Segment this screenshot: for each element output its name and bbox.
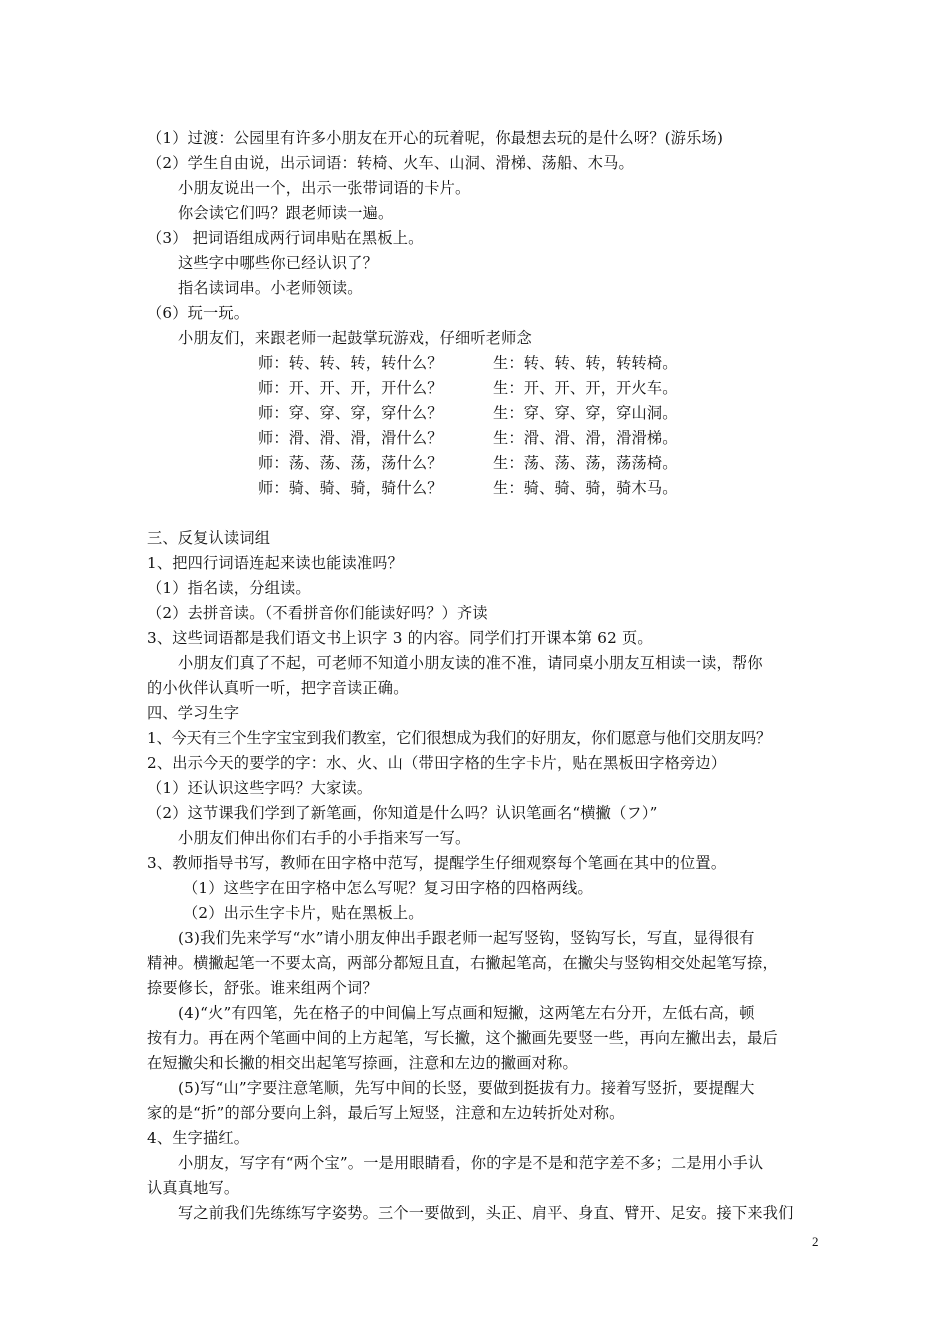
page-number: 2 [812,1234,819,1249]
teacher-line: 师：荡、荡、荡，荡什么？ [258,454,443,472]
paragraph-line: （2）这节课我们学到了新笔画，你知道是什么吗？认识笔画名“横撇（フ）” [147,804,658,822]
paragraph-line: 小朋友说出一个，出示一张带词语的卡片。 [178,179,471,197]
paragraph-line: 小朋友们伸出你们右手的小手指来写一写。 [178,829,471,847]
paragraph-line: （1）还认识这些字吗？大家读。 [147,779,373,797]
paragraph-line: 3、教师指导书写，教师在田字格中范写，提醒学生仔细观察每个笔画在其中的位置。 [147,854,727,872]
paragraph-line: 写之前我们先练练写字姿势。三个一要做到，头正、肩平、身直、臂开、足安。接下来我们 [178,1204,794,1222]
teacher-line: 师：转、转、转，转什么？ [258,354,443,372]
paragraph-line: 4、生字描红。 [147,1129,250,1147]
paragraph-line: (3)我们先来学写“水”请小朋友伸出手跟老师一起写竖钩，竖钩写长，写直，显得很有 [178,929,755,947]
student-line: 生：滑、滑、滑，滑滑梯。 [493,429,678,447]
paragraph-line: 家的是“折”的部分要向上斜，最后写上短竖，注意和左边转折处对称。 [147,1104,625,1122]
paragraph-line: （2）去拼音读。（不看拼音你们能读好吗？）齐读 [147,604,488,622]
step-1-transition: （1）过渡：公园里有许多小朋友在开心的玩着呢，你最想去玩的是什么呀？(游乐场) [147,129,724,147]
paragraph-line: （1）这些字在田字格中怎么写呢？复习田字格的四格两线。 [183,879,593,897]
paragraph-line: 的小伙伴认真听一听，把字音读正确。 [147,679,409,697]
paragraph-line: 指名读词串。小老师领读。 [178,279,363,297]
paragraph-line: 你会读它们吗？跟老师读一遍。 [178,204,394,222]
teacher-line: 师：滑、滑、滑，滑什么？ [258,429,443,447]
paragraph-line: （2）出示生字卡片，贴在黑板上。 [183,904,424,922]
teacher-line: 师：穿、穿、穿，穿什么？ [258,404,443,422]
student-line: 生：骑、骑、骑，骑木马。 [493,479,678,497]
paragraph-line: (5)写“山”字要注意笔顺，先写中间的长竖，要做到挺拔有力。接着写竖折，要提醒大 [178,1079,755,1097]
paragraph-line: 捺要修长，舒张。谁来组两个词？ [147,979,378,997]
teacher-line: 师：骑、骑、骑，骑什么？ [258,479,443,497]
paragraph-line: （1）指名读，分组读。 [147,579,311,597]
teacher-line: 师：开、开、开，开什么？ [258,379,443,397]
paragraph-line: 小朋友，写字有“两个宝”。一是用眼睛看，你的字是不是和范字差不多；二是用小手认 [178,1154,764,1172]
paragraph-line: 按有力。再在两个笔画中间的上方起笔，写长撇，这个撇画先要竖一些，再向左撇出去，最后 [147,1029,778,1047]
section-4-heading: 四、学习生字 [147,704,240,722]
step-6-play: （6）玩一玩。 [147,304,250,322]
paragraph-line: 这些字中哪些你已经认识了？ [178,254,379,272]
student-line: 生：开、开、开，开火车。 [493,379,678,397]
paragraph-line: 精神。横撇起笔一不要太高，两部分都短且直，右撇起笔高，在撇尖与竖钩相交处起笔写捺， [147,954,778,972]
student-line: 生：转、转、转，转转椅。 [493,354,678,372]
step-3-word-strings: （3） 把词语组成两行词串贴在黑板上。 [147,229,424,247]
paragraph-line: 1、把四行词语连起来读也能读准吗？ [147,554,404,572]
paragraph-line: 在短撇尖和长撇的相交出起笔写捺画，注意和左边的撇画对称。 [147,1054,578,1072]
student-line: 生：穿、穿、穿，穿山洞。 [493,404,678,422]
paragraph-line: 1、今天有三个生字宝宝到我们教室，它们很想成为我们的好朋友，你们愿意与他们交朋友吗？ [147,729,771,747]
paragraph-line: (4)“火”有四笔，先在格子的中间偏上写点画和短撇，这两笔左右分开，左低右高，顿 [178,1004,755,1022]
paragraph-line: 3、这些词语都是我们语文书上识字 3 的内容。同学们打开课本第 62 页。 [147,629,653,647]
step-2-free-talk: （2）学生自由说，出示词语：转椅、火车、山洞、滑梯、荡船、木马。 [147,154,634,172]
paragraph-line: 认真真地写。 [147,1179,240,1197]
section-3-heading: 三、反复认读词组 [147,529,271,547]
paragraph-line: 小朋友们，来跟老师一起鼓掌玩游戏，仔细听老师念 [178,329,532,347]
paragraph-line: 小朋友们真了不起，可老师不知道小朋友读的准不准，请同桌小朋友互相读一读，帮你 [178,654,763,672]
student-line: 生：荡、荡、荡，荡荡椅。 [493,454,678,472]
paragraph-line: 2、出示今天的要学的字：水、火、山（带田字格的生字卡片，贴在黑板田字格旁边） [147,754,727,772]
